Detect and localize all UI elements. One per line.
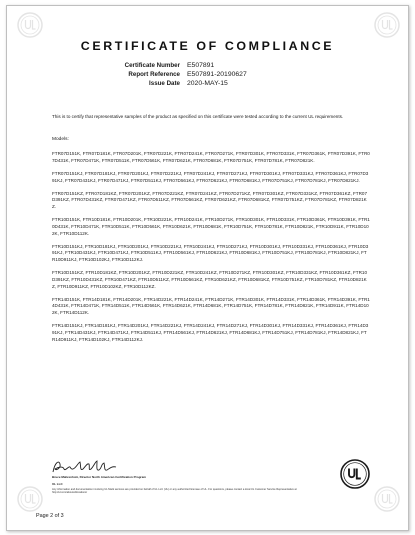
report-reference-label: Report Reference xyxy=(128,71,180,79)
ul-watermark-icon xyxy=(17,12,43,38)
signature xyxy=(50,458,160,476)
certificate-page xyxy=(6,5,409,531)
signatory-caption: Bruce Mahrenholz, Director North American Certification Program xyxy=(52,475,146,479)
ul-watermark-icon xyxy=(374,12,400,38)
issue-date-label: Issue Date xyxy=(149,80,180,88)
report-reference-row xyxy=(7,71,408,80)
certificate-meta xyxy=(7,62,408,90)
page-indicator: Page 2 of 3 xyxy=(36,513,64,519)
certification-statement: This is to certify that representative samples of the product as specified on this certificate were tested according to the current UL requirements. xyxy=(52,114,344,119)
models-heading: Models: xyxy=(52,137,69,142)
model-list xyxy=(52,151,370,350)
ul-watermark-icon xyxy=(17,486,43,512)
certificate-number-label: Certificate Number xyxy=(124,62,180,69)
model-group: FTR10D151K, FTR10D181K, FTR10D201K, FTR10D221K, FTR10D241K, FTR10D271K, FTR10D301K, FTR10D331K, FTR10D361K, FTR10D391K, FTR10D431K, FTR10D471K, FTR10D511K, FTR10D561K, FTR10D621K, FTR10D681K, FTR10D751K, FTR10D781K, FTR10D821K, FTR10D911K, FTR10D102K, FTR10D112K. xyxy=(52,217,370,236)
model-group: FTR07D151KZ, FTR07D181KZ, FTR07D201KZ, FTR07D221KZ, FTR07D241KZ, FTR07D271KZ, FTR07D301KZ, FTR07D331KZ, FTR07D361KZ, FTR07D391KZ, FTR07D431KZ, FTR07D471KZ, FTR07D511KZ, FTR07D561KZ, FTR07D621KZ, FTR07D681KZ, FTR07D751KZ, FTR07D781KZ, FTR07D821KZ. xyxy=(52,190,368,209)
signatory-organization: UL LLC xyxy=(52,482,63,486)
issue-date-row xyxy=(7,80,408,89)
model-group: FTR07D151K, FTR07D181K, FTR07D201K, FTR07D221K, FTR07D241K, FTR07D271K, FTR07D301K, FTR07D331K, FTR07D361K, FTR07D391K, FTR07D431K, FTR07D471K, FTR07D511K, FTR07D561K, FTR07D621K, FTR07D681K, FTR07D751K, FTR07D781K, FTR07D821K. xyxy=(52,151,370,163)
footer-disclaimer: Any information and documentation involving UL Mark services are provided on behalf of UL LLC (UL) or any authorized licensee of UL. For questions, please contact a local UL Customer Service Representative at http://ul.com/aboutul/locations/ xyxy=(52,488,297,495)
certificate-number-value: E507891 xyxy=(187,62,215,69)
model-group: FTR10D151KJ, FTR10D181KJ, FTR10D201KJ, FTR10D221KJ, FTR10D241KJ, FTR10D271KJ, FTR10D301KJ, FTR10D331KJ, FTR10D361KJ, FTR10D391KJ, FTR10D431KJ, FTR10D471KJ, FTR10D511KJ, FTR10D561KJ, FTR10D621KJ, FTR10D681KJ, FTR10D751KJ, FTR10D781KJ, FTR10D821KJ, FTR10D911KJ, FTR10D102KJ, FTR10D112KJ. xyxy=(52,243,369,262)
certificate-number-row xyxy=(7,62,408,71)
model-group: FTR14D151K, FTR14D181K, FTR14D201K, FTR14D221K, FTR14D241K, FTR14D271K, FTR14D301K, FTR14D331K, FTR14D361K, FTR14D391K, FTR14D431K, FTR14D471K, FTR14D511K, FTR14D561K, FTR14D621K, FTR14D681K, FTR14D751K, FTR14D781K, FTR14D821K, FTR14D911K, FTR14D102K, FTR14D112K. xyxy=(52,296,370,315)
issue-date-value: 2020-MAY-15 xyxy=(187,80,228,88)
certificate-title: CERTIFICATE OF COMPLIANCE xyxy=(80,39,335,53)
model-group: FTR10D151KZ, FTR10D181KZ, FTR10D201KZ, FTR10D221KZ, FTR10D241KZ, FTR10D271KZ, FTR10D301KZ, FTR10D331KZ, FTR10D361KZ, FTR10D391KZ, FTR10D431KZ, FTR10D471KZ, FTR10D511KZ, FTR10D561KZ, FTR10D621KZ, FTR10D681KZ, FTR10D751KZ, FTR10D781KZ, FTR10D821KZ, FTR10D911KZ, FTR10D102KZ, FTR10D112KZ. xyxy=(52,270,368,289)
report-reference-value: E507891-20190627 xyxy=(187,71,247,79)
model-group: FTR14D151KJ, FTR14D181KJ, FTR14D201KJ, FTR14D221KJ, FTR14D241KJ, FTR14D271KJ, FTR14D301KJ, FTR14D331KJ, FTR14D361KJ, FTR14D391KJ, FTR14D431KJ, FTR14D471KJ, FTR14D511KJ, FTR14D561KJ, FTR14D621KJ, FTR14D681KJ, FTR14D751KJ, FTR14D781KJ, FTR14D821KJ, FTR14D911KJ, FTR14D102KJ, FTR14D112KJ. xyxy=(52,323,369,342)
model-group: FTR07D151KJ, FTR07D181KJ, FTR07D201KJ, FTR07D221KJ, FTR07D241KJ, FTR07D271KJ, FTR07D301KJ, FTR07D331KJ, FTR07D361KJ, FTR07D391KJ, FTR07D431KJ, FTR07D471KJ, FTR07D511KJ, FTR07D561KJ, FTR07D621KJ, FTR07D681KJ, FTR07D751KJ, FTR07D781KJ, FTR07D821KJ. xyxy=(52,170,369,183)
ul-watermark-icon xyxy=(374,486,400,512)
ul-logo-icon xyxy=(340,459,370,489)
